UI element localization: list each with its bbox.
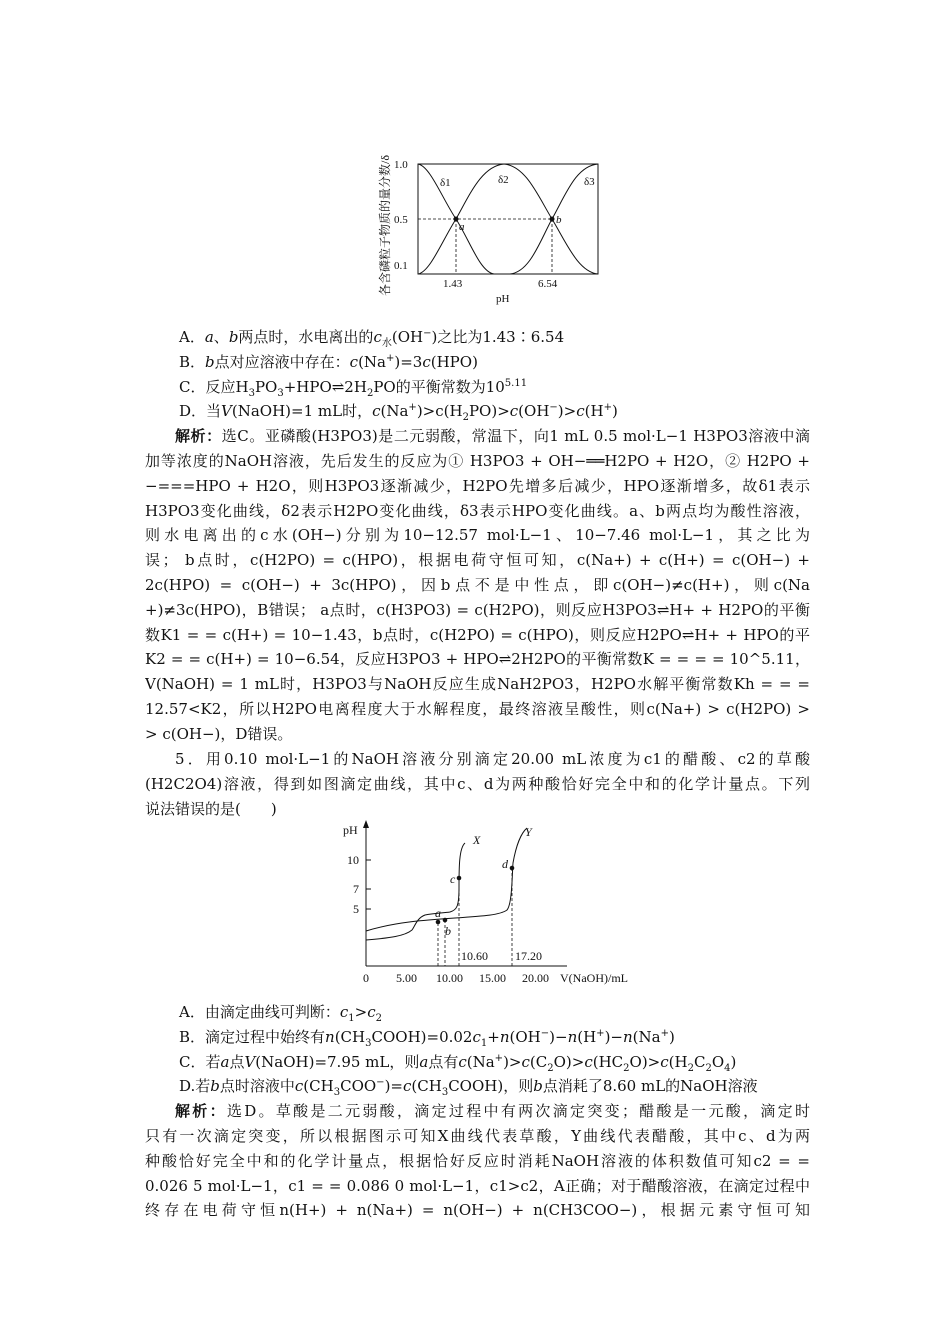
q5-option-b: B．滴定过程中始终有$n(CH_3COOH)=0.02c_1+n(OH^-)-n(H^+)-n(Na^+)$: [179, 1027, 675, 1049]
figure1-ytick: 0.1: [394, 260, 408, 272]
q4-analysis-line: V(NaOH) = 1 mL时，H3PO3与NaOH反应生成NaH2PO3，H2PO水解平衡常数Kh = = =: [145, 675, 810, 694]
figure1-curve-label: δ2: [498, 174, 509, 186]
figure-phosphite-distribution: [370, 126, 610, 306]
q4-analysis-line: K2 = = c(H+) = 10−6.54，反应H3PO3 + HPO⇌2H2PO的平衡常数K = = = = 10^5.11，: [145, 650, 810, 669]
q4-analysis-line: −===HPO + H2O，则H3PO3逐渐减少，H2PO先增多后减少，HPO逐渐增多，故δ1表示: [145, 476, 810, 495]
figure2-curve-label: X: [473, 833, 481, 847]
q5-stem: [145, 747, 810, 821]
figure2-point-b: [443, 918, 448, 923]
figure2-mark-label: 17.20: [515, 949, 542, 963]
q4-block: [145, 325, 810, 747]
q4-analysis-line: 数K1 = = c(H+) = 10−1.43，b点时，c(H2PO) = c(HPO)，则反应H2PO⇌H+ + HPO的平: [145, 625, 810, 644]
figure2-ytick: 7: [353, 882, 359, 896]
figure2-xlabel: V(NaOH)/mL: [560, 971, 628, 985]
q4-analysis-line: > c(OH−)，D错误。: [145, 724, 293, 743]
figure2-ytick: 5: [353, 902, 359, 916]
figure1-svg: [370, 126, 610, 306]
figure2-xtick: 5.00: [396, 971, 417, 985]
q4-analysis-line: 误； b点时，c(H2PO) = c(HPO)，根据电荷守恒可知，c(Na+) + c(H+) = c(OH−) +: [145, 551, 810, 570]
q5-block: [145, 1000, 810, 1223]
q4-analysis-line: 则水电离出的c水(OH−)分别为10−12.57 mol·L−1、10−7.46 mol·L−1，其之比为: [145, 526, 810, 545]
figure1-ytick: 0.5: [394, 214, 408, 226]
q5-analysis-line: 0.026 5 mol·L−1，c1 = = 0.086 0 mol·L−1，c1>c2，A正确；对于醋酸溶液，在滴定过程中: [145, 1176, 810, 1195]
q4-analysis-text: 选C。亚磷酸(H3PO3)是二元弱酸，常温下，向1 mL 0.5 mol·L−1 H3PO3溶液中滴: [221, 427, 810, 446]
q4-analysis-line: +)≠3c(HPO)，B错误； a点时，c(H3PO3) = c(H2PO)，则反应H3PO3⇌H+ + H2PO的平衡: [145, 600, 810, 619]
figure1-point-a-label: a: [459, 221, 465, 233]
figure1-point-a: [454, 217, 459, 222]
figure2-point-d: [510, 866, 515, 871]
q5-option-c: C．若a点V(NaOH)=7.95 mL，则a点有$c(Na^+)>c(C_2O)>c(HC_2O)>c(H_2C_2O_4)$: [179, 1052, 737, 1074]
figure2-svg: [335, 818, 645, 986]
q4-analysis-line: [145, 424, 810, 449]
figure2-xtick: 20.00: [522, 971, 549, 985]
figure2-point-c: [457, 876, 462, 881]
figure2-xtick: 10.00: [436, 971, 463, 985]
q4-analysis-line: 2c(HPO) = c(OH−) + 3c(HPO)，因b点不是中性点，即c(OH−)≠c(H+)，则c(Na: [145, 575, 810, 594]
figure1-point-b-label: b: [556, 214, 562, 226]
q4-option-a: A．a、b两点时，水电离出的$c_水(OH^-)$之比为1.43∶6.54: [179, 328, 565, 349]
q4-analysis-line: 加等浓度的NaOH溶液，先后发生的反应为① H3PO3 + OH−══H2PO + H2O，② H2PO +: [145, 451, 810, 470]
q4-analysis-head: 解析：: [175, 427, 222, 446]
figure1-curve-label: δ3: [584, 176, 595, 188]
figure2-y-arrow: [363, 820, 369, 828]
q5-stem-line: (H2C2O4)溶液，得到如图滴定曲线，其中c、d为两种酸恰好完全中和的化学计量点。下列: [145, 774, 810, 793]
figure2-point-label: d: [502, 857, 508, 871]
figure2-ylabel: pH: [343, 823, 358, 837]
figure2-xtick: 0: [363, 971, 369, 985]
figure2-curve-y: [366, 828, 527, 931]
q5-option-d: D.若b点时溶液中$c(CH_3COO^-)=c(CH_3COOH)$，则b点消耗了8.60 mL的NaOH溶液: [179, 1077, 758, 1099]
q5-stem-line: 5．用0.10 mol·L−1的NaOH溶液分别滴定20.00 mL浓度为c1的醋酸、c2的草酸: [175, 750, 810, 768]
q4-analysis-line: 12.57<K2，所以H2PO电离程度大于水解程度，最终溶液呈酸性，则c(Na+) > c(H2PO) >: [145, 699, 810, 718]
q4-option-b: B．b点对应溶液中存在：c(Na+)=3c(HPO): [179, 352, 478, 371]
figure1-xtick: 6.54: [538, 278, 558, 290]
figure1-ytick: 1.0: [394, 159, 408, 171]
figure-titration-curves: [335, 818, 645, 986]
q5-analysis-line: [145, 1099, 810, 1124]
figure2-point-label: b: [445, 924, 451, 938]
figure2-point-label: c: [450, 872, 456, 886]
q4-option-c: C．反应$H_3PO_3+HPO\rightleftharpoons 2H_2PO$的平衡常数为$10^{5.11}$: [179, 377, 528, 399]
q5-analysis-head: 解析：: [175, 1102, 227, 1121]
figure1-point-b: [550, 217, 555, 222]
figure1-xtick: 1.43: [443, 278, 463, 290]
q5-stem-line: 说法错误的是( ): [145, 799, 277, 818]
q4-analysis-line: H3PO3变化曲线，δ2表示H2PO变化曲线，δ3表示HPO变化曲线。a、b两点均为酸性溶液，: [145, 501, 810, 520]
q4-option-d: D．当V(NaOH)=1 mL时，$c(Na^+)>c(H_2PO)>c(OH^-)>c(H^+)$: [179, 402, 618, 424]
figure2-xtick: 15.00: [479, 971, 506, 985]
figure1-xlabel: pH: [496, 293, 510, 305]
figure1-curve-label: δ1: [440, 177, 451, 189]
q5-analysis-line: 只有一次滴定突变，所以根据图示可知X曲线代表草酸，Y曲线代表醋酸，其中c、d为两: [145, 1126, 810, 1145]
q5-analysis-line: 终存在电荷守恒n(H+) + n(Na+) = n(OH−) + n(CH3COO−)，根据元素守恒可知: [145, 1201, 810, 1220]
figure2-curve-label: Y: [525, 825, 532, 839]
figure2-mark-label: 10.60: [461, 949, 488, 963]
q5-analysis-line: 种酸恰好完全中和的化学计量点，根据恰好反应时消耗NaOH溶液的体积数值可知c2 = =: [145, 1151, 810, 1170]
q5-option-a: A．由滴定曲线可判断：$c_1>c_2$: [179, 1003, 382, 1024]
figure1-ylabel: 各含磷粒子物质的量分数/δ: [378, 155, 392, 296]
q5-analysis-text: 选D。草酸是二元弱酸，滴定过程中有两次滴定突变；醋酸是一元酸，滴定时: [226, 1102, 810, 1121]
figure2-point-label: a: [435, 906, 441, 920]
figure2-ytick: 10: [347, 853, 359, 867]
figure2-point-a: [436, 920, 441, 925]
